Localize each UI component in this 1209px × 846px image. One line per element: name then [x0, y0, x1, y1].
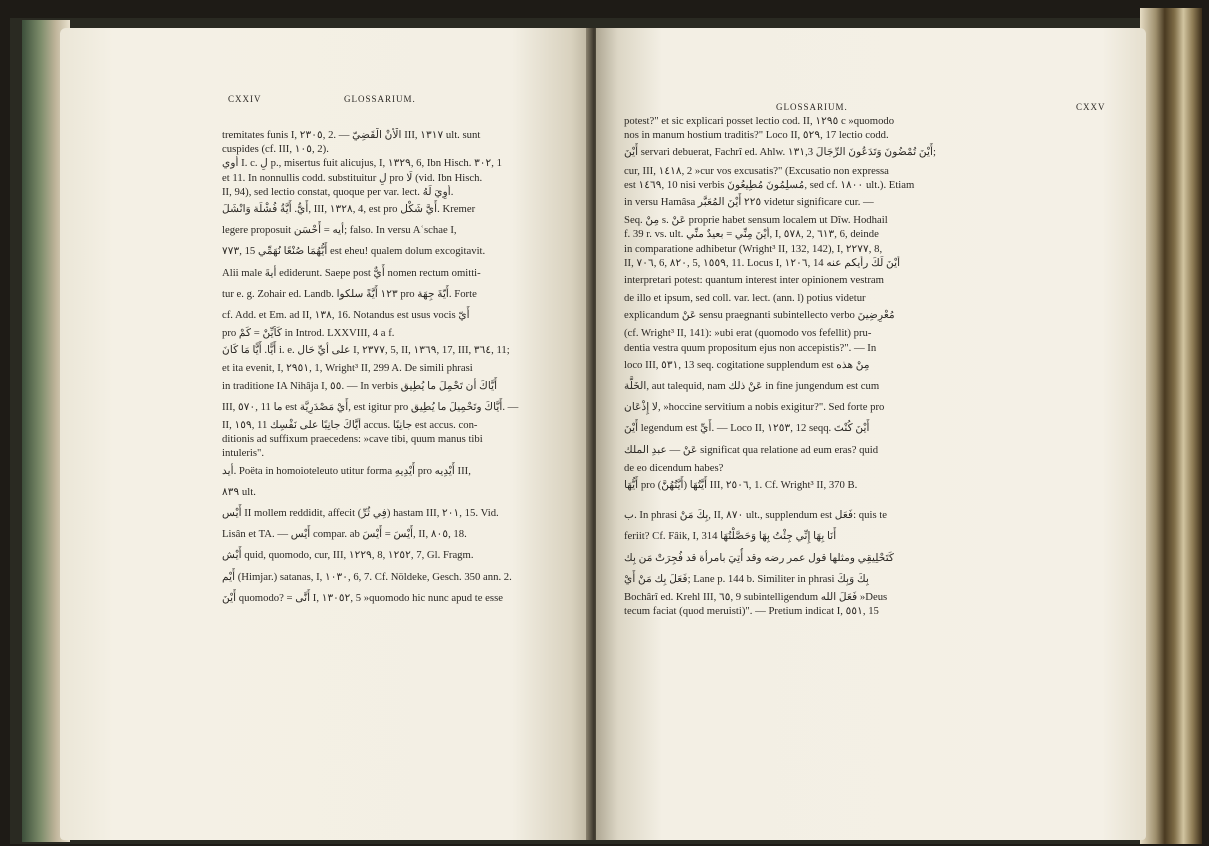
text-line: feriit? Cf. Fâik, I, 314 أَنَا بِهَا إِنِّي جِئْتُ بِهَا وَحَصَّلْتُهَا [624, 530, 837, 543]
text-line: tur e. g. Zohair ed. Landb. ١٢٣ أَيَّةً سلكوا pro أَيّةَ جِهَة. Forte [222, 287, 477, 300]
text-line: legere proposuit أيه = أَحْسَن; falso. In versu Aʿschae I, [222, 224, 457, 237]
text-line: II, 94), sed lectio constat, quoque per var. lect. أُوِيَ لَهُ. [222, 185, 454, 198]
text-line: أَيْنَ legendum est أَيِّ. — Loco II, ١٢٥٣, 12 seqq. أَيْنَ كُنْتَ [624, 422, 870, 435]
text-line: Lisân et TA. — أَيْس compar. ab أَيْسَ = أَيْسَ, II, ٨٠٥, 18. [222, 528, 467, 541]
text-line: أَيْس II mollem reddidit, affecit (فِي ثُرِّ) hastam III, ٢٠١, 15. Vid. [222, 506, 499, 519]
text-line: فَعَلَ بِك مَنْ أَيْ; Lane p. 144 b. Similiter in phrasi بِكَ وَبِكَ [624, 572, 869, 585]
book-edge-right [1140, 8, 1202, 844]
left-running-title: GLOSSARIUM. [344, 94, 416, 104]
text-line: ٧٧٣, 15 أَيُّهُمَا صُنْعًا نُهَمِّي est eheu! qualem dolum excogitavit. [222, 245, 486, 258]
text-line: de illo et ipsum, sed coll. var. lect. (ann. l) potius videtur [624, 292, 866, 305]
text-line: Bochârî ed. Krehl III, ٦٥, 9 subintelligendum فَعَلَ الله »Deus [624, 590, 888, 603]
text-line: in traditione IA Nihâja I, ٥٥. — In verbis أَيَّاكَ أن تَحْمِلَ ما يُطِيق [222, 379, 498, 392]
text-line: dentia vestra quum propositum ejus non accepistis?". — In [624, 341, 877, 354]
text-line: tremitates funis I, ٢٣٠٥, 2. — الْأَنْ الْقَضِيّ III, ١٣١٧ ult. sunt [222, 129, 481, 141]
text-line: II, ٧٠٦, 6, ٨٢٠, 5, ١٥٥٩, 11. Locus I, ١٢٠٦, 14 أَيْنَ لَكَ رأيكم عنه [624, 256, 901, 269]
text-line: أَيْنَ quomodo? = أَنَّى I, ١٣٠٥٢, 5 »quomodo hic nunc apud te esse [222, 591, 503, 604]
right-page-text [624, 114, 1120, 618]
text-line: interpretari potest: quantum interest inter opinionem vestram [624, 273, 884, 286]
text-line: tecum faciat (quod meruisti)". — Pretium indicat I, ٥٥١, 15 [624, 605, 879, 618]
text-line: de eo dicendum habes? [624, 461, 724, 474]
text-line: أَيُّهَا pro أَيَّتُهَا (أَيَّتُهُنَّ) III, ٢٥٠٦, 1. Cf. Wright³ II, 370 B. [624, 478, 858, 491]
text-line: loco III, ٥٣١, 13 seq. cogitatione supplendum est مِنْ هذه [624, 358, 870, 371]
text-line: nos in manum hostium traditis?" Loco II, ٥٢٩, 17 lectio codd. [624, 129, 889, 142]
text-line: cuspides (cf. III, ١٠٥, 2). [222, 143, 329, 156]
text-line: Alii male أيةَ ediderunt. Saepe post أَيٌّ nomen rectum omitti- [222, 266, 481, 279]
text-line: كَتَحْلِيقِي ومثلها قول عمر رضه وقد أُتِيَ بامرأة قد فُجِرَتْ مَن بِك [624, 551, 895, 564]
right-page [596, 28, 1146, 840]
text-line: لا إِذْعَان, »hoccine servitium a nobis exigitur?". Sed forte pro [624, 401, 885, 414]
text-line: ditionis ad suffixum praecedens: »cave tibi, quum manus tibi [222, 433, 483, 446]
text-line: potest?" et sic explicari posset lectio cod. II, ١٢٩٥ c »quomodo [624, 115, 895, 127]
text-line: f. 39 r. vs. ult. أَيْنَ مِنِّي = بعيدٌ منِّي, I, ٥٧٨, 2, ٦١٣, 6, deinde [624, 228, 879, 241]
text-line: Seq. مِنْ s. عَنْ proprie habet sensum localem ut Dîw. Hodhail [624, 214, 888, 227]
text-line: ٨٣٩ ult. [222, 485, 256, 498]
text-line: cur, III, ١٤١٨, 2 »cur vos excusatis?" (Excusatio non expressa [624, 164, 889, 177]
text-line: cf. Add. et Em. ad II, ١٣٨, 16. Notandus est usus vocis أَيّ [222, 308, 470, 321]
paragraph-gap [624, 496, 1120, 505]
right-folio: CXXV [1076, 102, 1106, 112]
text-line: أَيًّا. أَيًّا مَا كَانَ i. e. على أيِّ حَال I, ٢٣٧٧, 5, II, ١٣٦٩, 17, III, ٣٦٤, 11; [222, 344, 510, 357]
text-line: II, ١٥٩, 11 أَيَّاكَ جانِبًا على نَفْسِك accus. جانِبًا est accus. con- [222, 419, 478, 431]
text-line: أَيُّ. أَيَّةُ فُشْلَة وَانْشَلَ, III, ١٣٢٨, 4, est pro أَيَّ شَكْل. Kremer [222, 202, 476, 215]
text-line: in versu Hamâsa ٢٢٥ أَيْنَ المُعَبَّر videtur significare cur. — [624, 195, 874, 208]
text-line: أُوي I. c. لِ p., misertus fuit alicujus, I, ١٣٢٩, 6, Ibn Hisch. ٣٠٢, 1 [222, 157, 502, 170]
left-folio: CXXIV [228, 94, 262, 104]
text-line: pro كَأَيِّنْ = كَمْ in Introd. LXXVIII, 4 a f. [222, 327, 395, 340]
text-line: et 11. In nonnullis codd. substituitur لِ pro لَا (vid. Ibn Hisch. [222, 171, 483, 184]
text-line: الخَلَّة, aut talequid, nam عَنْ ذلك in fine jungendum est cum [624, 380, 880, 392]
left-page-text [222, 128, 554, 609]
text-line: أيد. Poëta in homoioteleuto utitur forma أَيْدِيهِ pro أَيْدِيه III, [222, 464, 471, 477]
text-line: in comparatione adhibetur (Wright³ II, 132, 142), I, ٢٢٧٧, 8, [624, 242, 883, 255]
left-running-head [60, 94, 592, 110]
text-line: أَيْم (Himjar.) satanas, I, ١٠٣٠, 6, 7. Cf. Nöldeke, Gesch. 350 ann. 2. [222, 570, 512, 583]
text-line: explicandum عَنْ sensu praegnanti subintellecto verbo مُعْرِضِينَ [624, 309, 895, 322]
left-page [60, 28, 592, 840]
right-running-title: GLOSSARIUM. [776, 102, 848, 112]
text-line: intuleris". [222, 447, 265, 460]
text-line: ب. In phrasi بِكَ مَنْ, II, ٨٧٠ ult., supplendum est فَعَل: quis te [624, 509, 887, 522]
text-line: est ١٤٦٩, 10 nisi verbis مُسلِمُونَ مُطِيعُونَ, sed cf. ١٨٠٠ ult.). Etiam [624, 178, 915, 191]
text-line: عَنْ — عبدِ الملك significat qua relatione ad eum eras? quid [624, 443, 879, 456]
text-line: أَيْنَ servari debuerat, Fachrî ed. Ahlw. ١٣١,3 أَيْنَ تُمْضُونَ وَتَدَعُونَ الرِّجَالَ; [624, 146, 936, 159]
right-running-head [596, 94, 1146, 110]
text-line: (cf. Wright³ II, 141): »ubi erat (quomodo vos fefellit) pru- [624, 327, 872, 340]
text-line: III, ٥٧٠, 11 ما est أَيْ مَصْدَرِيَّة, est igitur pro أَيَّاكَ وتَحْمِيلَ ما يُطِيق. — [222, 400, 519, 413]
text-line: et ita evenit, I, ٢٩٥١, 1, Wright³ II, 299 A. De simili phrasi [222, 362, 473, 375]
text-line: أَيْش quid, quomodo, cur, III, ١٢٢٩, 8, ١٢٥٢, 7, Gl. Fragm. [222, 549, 474, 562]
